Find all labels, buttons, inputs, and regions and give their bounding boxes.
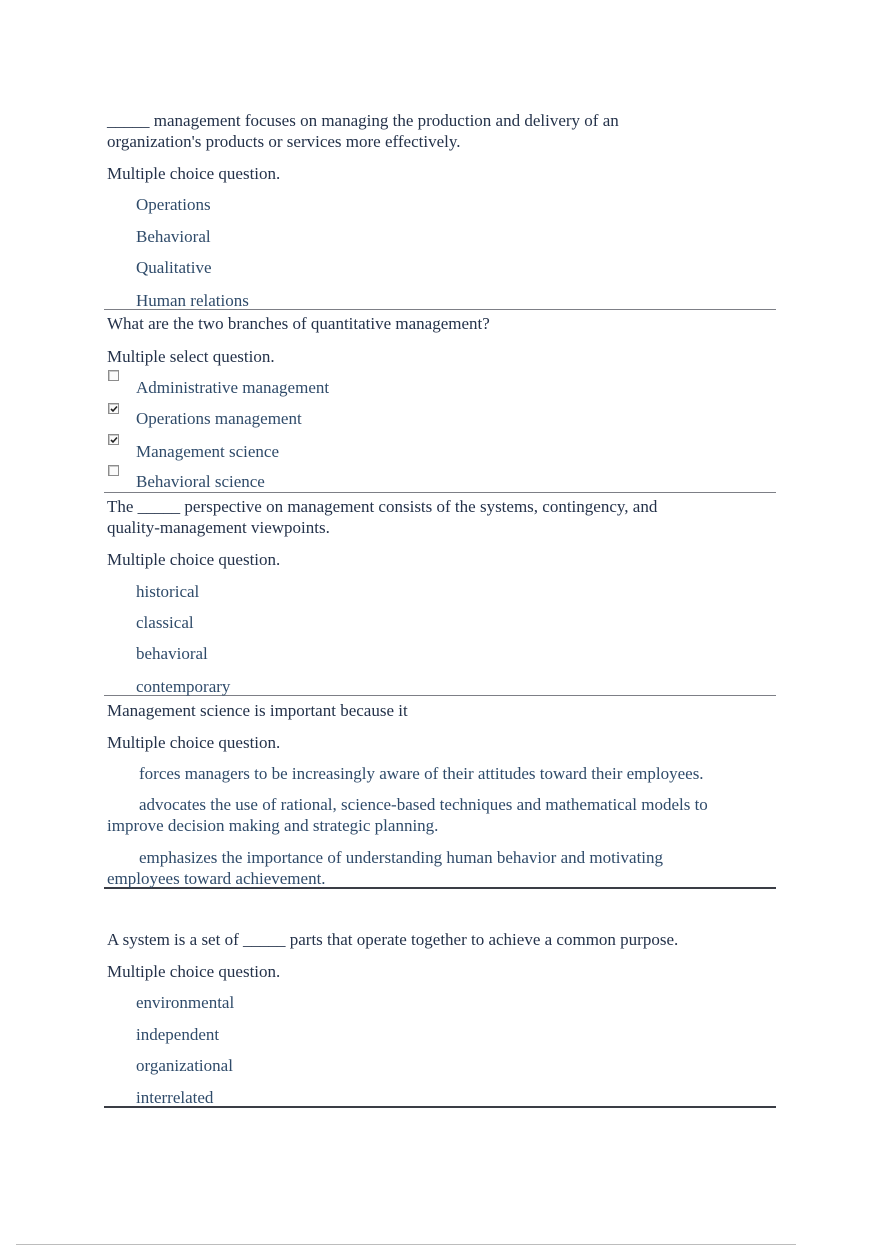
question-text: What are the two branches of quantitative management? [107,314,490,333]
question-type: Multiple choice question. [107,550,281,569]
answer-option[interactable]: Operations [136,195,211,214]
answer-option[interactable]: independent [136,1025,220,1044]
question-type: Multiple select question. [107,347,275,366]
question-block-3 [104,496,776,696]
answer-option[interactable]: advocates the use of rational, science-based techniques and mathematical models to improve decision making and strategic planning. [107,795,708,835]
question-block-4 [104,700,776,889]
answer-option[interactable]: behavioral [136,644,208,663]
answer-option[interactable]: Behavioral [136,227,211,246]
answer-option[interactable]: emphasizes the importance of understanding human behavior and motivating employees toward achievement. [107,848,664,888]
question-type: Multiple choice question. [107,733,281,752]
answer-option[interactable]: Management science [136,442,280,461]
answer-option[interactable]: forces managers to be increasingly aware of their attitudes toward their employees. [139,764,704,783]
answer-option[interactable]: contemporary [136,677,231,696]
question-block-5 [104,929,776,1108]
question-text: A system is a set of _____ parts that operate together to achieve a common purpose. [107,930,679,949]
answer-option[interactable]: Qualitative [136,258,212,277]
question-block-1 [104,110,776,310]
question-block-2 [104,313,776,493]
question-type: Multiple choice question. [107,164,281,183]
answer-option[interactable]: Operations management [136,409,302,428]
answer-option[interactable]: Administrative management [136,378,330,397]
question-text: Management science is important because it [107,701,408,720]
answer-option[interactable]: classical [136,613,194,632]
answer-option[interactable]: organizational [136,1056,233,1075]
answer-option[interactable]: Human relations [136,291,249,310]
question-text: The _____ perspective on management consists of the systems, contingency, and quality-management viewpoints. [107,497,658,537]
question-text: _____ management focuses on managing the production and delivery of an organization's products or services more effectively. [107,111,619,151]
answer-option[interactable]: environmental [136,993,235,1012]
answer-option[interactable]: historical [136,582,200,601]
answer-option[interactable]: Behavioral science [136,472,265,491]
page-footer-rule [16,1244,796,1245]
question-type: Multiple choice question. [107,962,281,981]
answer-option[interactable]: interrelated [136,1088,214,1107]
